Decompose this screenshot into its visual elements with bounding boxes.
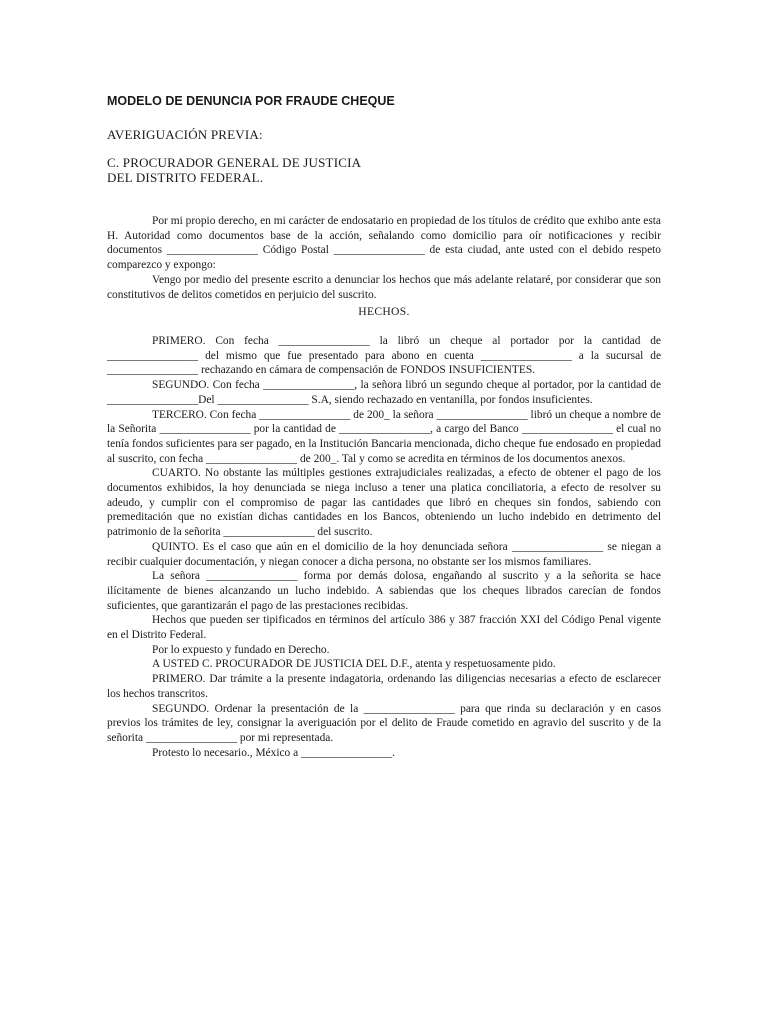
addressee-line-1: C. PROCURADOR GENERAL DE JUSTICIA bbox=[107, 155, 362, 170]
document-title: MODELO DE DENUNCIA POR FRAUDE CHEQUE bbox=[107, 94, 395, 108]
hechos-heading: HECHOS. bbox=[358, 305, 410, 318]
fact-paragraph-quinto: QUINTO. Es el caso que aún en el domicilio de la hoy denunciada señora ________________ se niegan a recibir cualquier documentación, y niegan conocer a dicha persona, no obstante ser los mismos familiares. bbox=[107, 540, 661, 568]
fact-paragraph-tercero: TERCERO. Con fecha ________________ de 200_ la señora ________________ libró un cheque a nombre de la Señorita ________________ por la cantidad de ________________, a cargo del Banco ________________ el cual no tenía fondos suficientes para ser pagado, en la Institución Bancaria mencionada, dicho cheque fue endosado en propiedad al suscrito, con fecha ________________ de 200_. Tal y como se acredita en términos de los documentos anexos. bbox=[107, 408, 661, 465]
fact-paragraph-fundamento: Por lo expuesto y fundado en Derecho. bbox=[152, 643, 330, 656]
intro-section bbox=[107, 214, 661, 302]
fact-paragraph-cuarto: CUARTO. No obstante las múltiples gestiones extrajudiciales realizadas, a efecto de obtener el pago de los documentos exhibidos, la hoy denunciada se niega incluso a tener una platica conciliatoria, a efecto de resolver su adeudo, y cumplir con el compromiso de pagar las cantidades que libró en cheques sin fondos, sabiendo con premeditación que no existían dichas cantidades en los Bancos, obteniendo un lucho indebido en detrimento del patrimonio de la señorita ________________ del suscrito. bbox=[107, 467, 661, 539]
fact-paragraph-primero: PRIMERO. Con fecha ________________ la libró un cheque al portador por la cantidad de ________________ del mismo que fue presentado para abono en cuenta ________________ a la sucursal de ________________ rechazando en cámara de compensación de FONDOS INSUFICIENTES. bbox=[107, 335, 661, 377]
fact-paragraph-senora: La señora ________________ forma por demás dolosa, engañando al suscrito y a la señorita se hace ilícitamente de bienes alcanzando un lucho indebido. A sabiendas que los cheques librados carecían de fondos suficientes, que garantizarán el pago de las prestaciones recibidas. bbox=[107, 570, 661, 612]
fact-paragraph-segundo: SEGUNDO. Con fecha ________________, la señora libró un segundo cheque al portador, por la cantidad de ________________Del ________________ S.A, siendo rechazado en ventanilla, por fondos insuficientes. bbox=[107, 379, 661, 406]
petition-intro: A USTED C. PROCURADOR DE JUSTICIA DEL D.F., atenta y respetuosamente pido. bbox=[152, 658, 556, 671]
petition-segundo: SEGUNDO. Ordenar la presentación de la ________________ para que rinda su declaración y en casos previos los trámites de ley, consignar la averiguación por el delito de Fraude cometido en agravio del suscrito y de la señorita ________________ por mi representada. bbox=[107, 702, 661, 744]
closing-protesto: Protesto lo necesario., México a ________________. bbox=[152, 746, 395, 759]
intro-paragraph: Por mi propio derecho, en mi carácter de endosatario en propiedad de los títulos de crédito que exhibo ante esta H. Autoridad como documentos base de la acción, señalando como domicilio para oír notificaciones y recibir documentos ________________ Código Postal ________________ de esta ciudad, ante usted con el debido respeto comparezco y expongo: bbox=[107, 215, 661, 272]
fact-paragraph-tipificacion: Hechos que pueden ser tipificados en términos del artículo 386 y 387 fracción XXI del Código Penal vigente en el Distrito Federal. bbox=[107, 614, 661, 642]
addressee-line-2: DEL DISTRITO FEDERAL. bbox=[107, 170, 264, 185]
facts-section bbox=[107, 334, 661, 760]
averiguacion-previa-label: AVERIGUACIÓN PREVIA: bbox=[107, 127, 263, 142]
petition-primero: PRIMERO. Dar trámite a la presente indagatoria, ordenando las diligencias necesarias a efecto de esclarecer los hechos transcritos. bbox=[107, 673, 661, 700]
intro-paragraph: Vengo por medio del presente escrito a denunciar los hechos que más adelante relataré, por considerar que son constitutivos de delitos cometidos en perjuicio del suscrito. bbox=[107, 273, 661, 301]
